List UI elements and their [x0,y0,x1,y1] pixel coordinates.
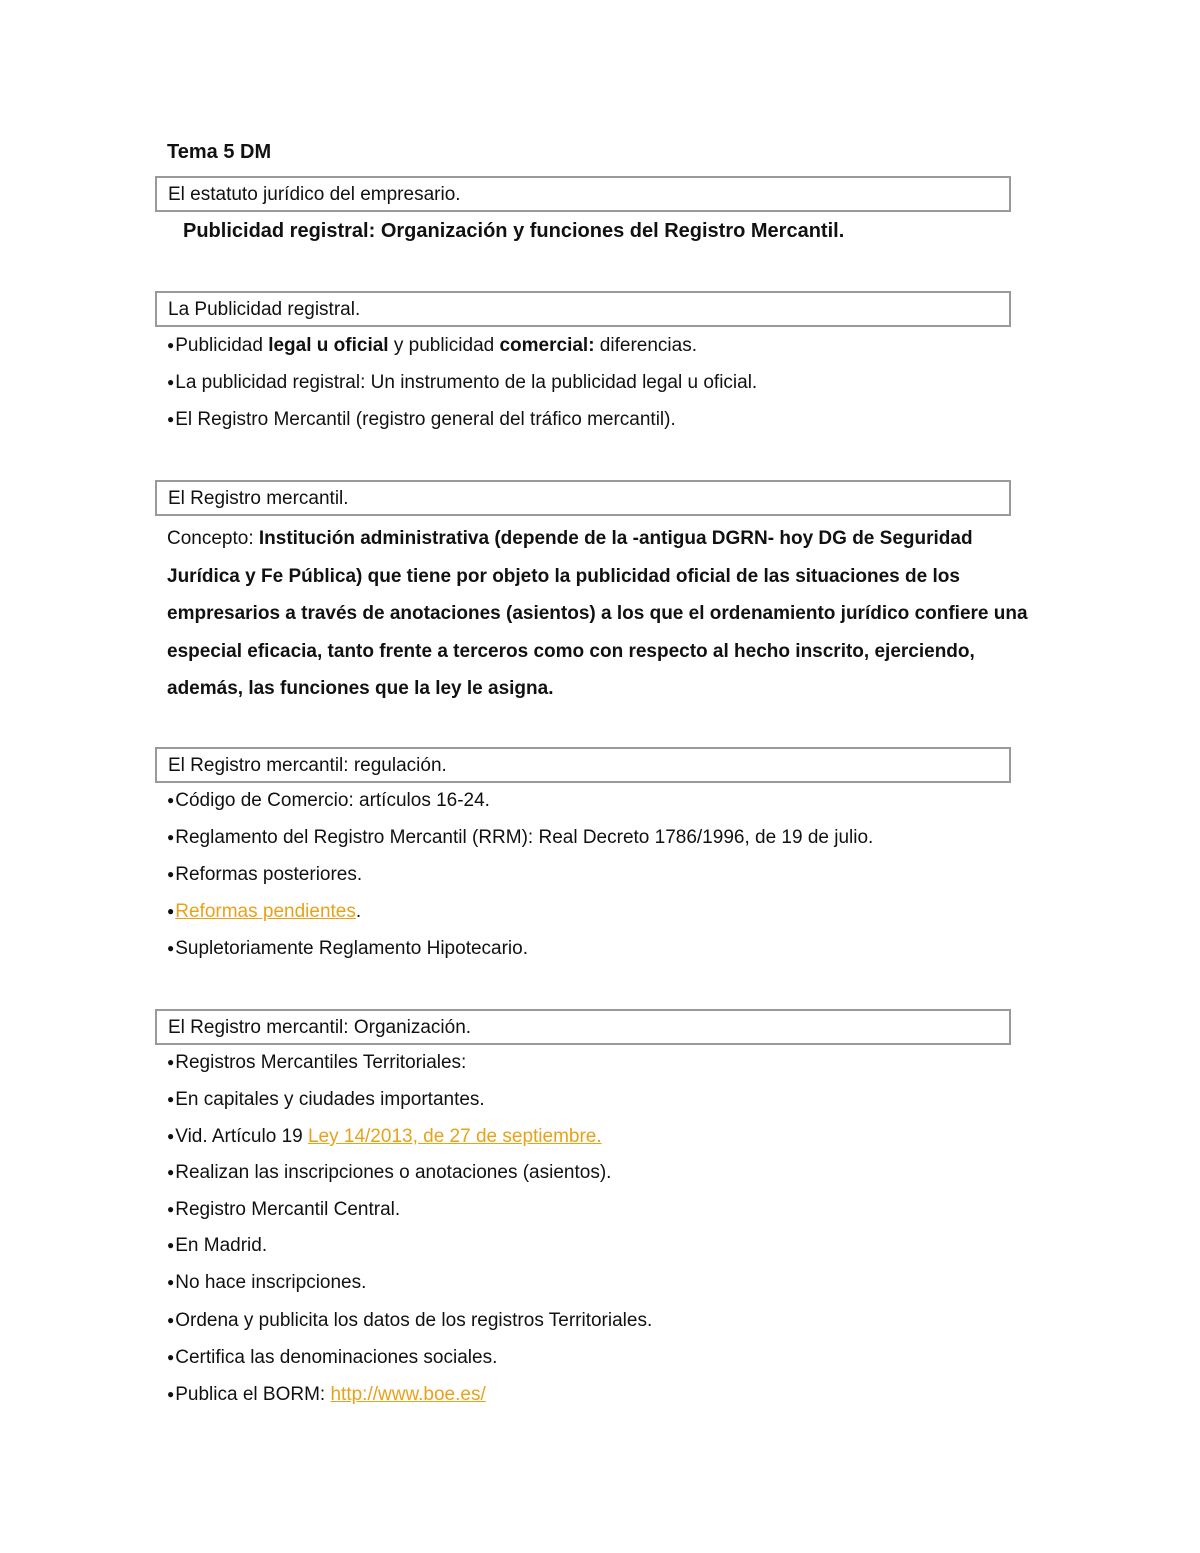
section-box-publicidad: La Publicidad registral. [155,291,1011,327]
list-item: ●Realizan las inscripciones o anotaciones (asientos). [167,1162,612,1183]
boe-link[interactable]: http://www.boe.es/ [330,1384,486,1405]
bullet-icon: ● [167,1238,175,1252]
bullet-icon: ● [167,1129,175,1143]
list-item: ●Registros Mercantiles Territoriales: [167,1052,467,1073]
list-item: ●No hace inscripciones. [167,1272,367,1293]
bullet-icon: ● [167,904,175,918]
bullet-icon: ● [167,941,175,955]
bullet-icon: ● [167,1350,175,1364]
bullet-icon: ● [167,375,175,389]
list-item: ●Publica el BORM: http://www.boe.es/ [167,1384,486,1405]
list-item: ●Reglamento del Registro Mercantil (RRM): Real Decreto 1786/1996, de 19 de julio. [167,827,874,848]
bullet-icon: ● [167,1165,175,1179]
bullet-icon: ● [167,867,175,881]
bullet-icon: ● [167,1092,175,1106]
document-subtitle: Publicidad registral: Organización y funciones del Registro Mercantil. [183,220,845,242]
bullet-icon: ● [167,1275,175,1289]
reformas-pendientes-link[interactable]: Reformas pendientes [175,901,356,922]
list-item: ●En capitales y ciudades importantes. [167,1089,485,1110]
list-item: ●En Madrid. [167,1235,268,1256]
concept-text: Institución administrativa (depende de la -antigua DGRN- hoy DG de Seguridad Jurídica y Fe Pública) que tiene por objeto la publicidad oficial de las situaciones de los empresarios a través de anotaciones (asientos) a los que el ordenamiento jurídico confiere una especial eficacia, tanto frente a terceros como con respecto al hecho inscrito, ejerciendo, además, las funciones que la ley le asigna. [167,528,1028,700]
concept-paragraph [167,520,1037,708]
list-item: ●Ordena y publicita los datos de los registros Territoriales. [167,1310,653,1331]
list-item: ●Publicidad legal u oficial y publicidad comercial: diferencias. [167,335,697,356]
bullet-icon: ● [167,412,175,426]
list-item: ●Registro Mercantil Central. [167,1199,401,1220]
ley-14-2013-link[interactable]: Ley 14/2013, de 27 de septiembre. [307,1126,602,1147]
list-item: ●Reformas pendientes. [167,901,362,922]
bullet-icon: ● [167,1313,175,1327]
bullet-icon: ● [167,793,175,807]
bullet-icon: ● [167,1202,175,1216]
bullet-icon: ● [167,1387,175,1401]
section-box-registro: El Registro mercantil. [155,480,1011,516]
section-box-regulacion: El Registro mercantil: regulación. [155,747,1011,783]
bullet-icon: ● [167,830,175,844]
list-item: ●Supletoriamente Reglamento Hipotecario. [167,938,529,959]
list-item: ●El Registro Mercantil (registro general del tráfico mercantil). [167,409,676,430]
list-item: ●La publicidad registral: Un instrumento de la publicidad legal u oficial. [167,372,758,393]
list-item: ●Reformas posteriores. [167,864,363,885]
section-box-estatuto: El estatuto jurídico del empresario. [155,176,1011,212]
list-item: ●Vid. Artículo 19 Ley 14/2013, de 27 de septiembre. [167,1126,602,1147]
list-item: ●Código de Comercio: artículos 16-24. [167,790,490,811]
document-title: Tema 5 DM [167,141,272,163]
concept-label: Concepto: [167,528,259,549]
list-item: ●Certifica las denominaciones sociales. [167,1347,498,1368]
section-box-organizacion: El Registro mercantil: Organización. [155,1009,1011,1045]
bullet-icon: ● [167,338,175,352]
bullet-icon: ● [167,1055,175,1069]
